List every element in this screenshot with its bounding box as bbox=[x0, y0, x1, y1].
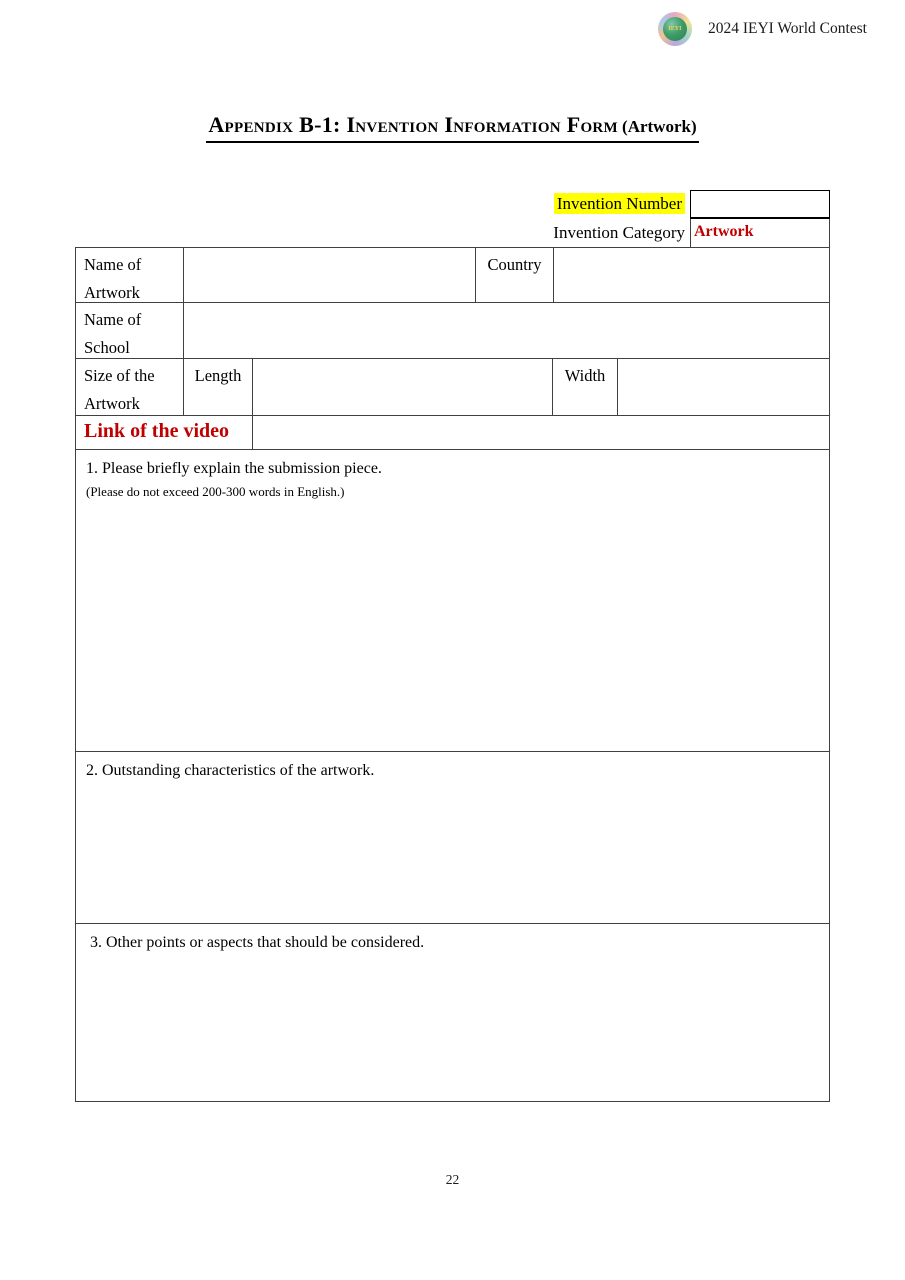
invention-category-row bbox=[75, 219, 830, 247]
size-of-artwork-label: Size of the Artwork bbox=[76, 359, 184, 415]
name-of-school-label: Name of School bbox=[76, 303, 184, 358]
name-of-artwork-label: Name of Artwork bbox=[76, 248, 184, 302]
page-number: 22 bbox=[445, 1172, 460, 1187]
video-link-field[interactable] bbox=[253, 416, 829, 449]
title-suffix: (Artwork) bbox=[622, 117, 697, 136]
invention-category-value: Artwork bbox=[690, 219, 830, 247]
section-1-note: (Please do not exceed 200-300 words in English.) bbox=[86, 484, 345, 499]
section-2-field[interactable] bbox=[86, 784, 819, 794]
section-3-title: 3. Other points or aspects that should be considered. bbox=[90, 934, 425, 951]
header-brand bbox=[658, 12, 867, 46]
ieyi-logo-icon bbox=[658, 12, 692, 46]
row-video-link bbox=[76, 416, 829, 450]
name-of-school-field[interactable] bbox=[184, 303, 829, 358]
invention-form-table bbox=[75, 247, 830, 1102]
invention-number-row bbox=[75, 190, 830, 219]
width-label: Width bbox=[553, 359, 618, 415]
invention-number-label bbox=[75, 190, 690, 219]
section-1-field[interactable] bbox=[86, 502, 819, 512]
row-name-of-artwork bbox=[76, 248, 829, 303]
globe-icon bbox=[663, 17, 687, 41]
length-label: Length bbox=[184, 359, 253, 415]
invention-number-field[interactable] bbox=[690, 190, 830, 219]
video-link-label: Link of the video bbox=[76, 416, 253, 449]
contest-name: 2024 IEYI World Contest bbox=[707, 20, 867, 37]
section-3-field[interactable] bbox=[90, 956, 819, 966]
section-2-title: 2. Outstanding characteristics of the artwork. bbox=[86, 762, 375, 779]
width-field[interactable] bbox=[618, 359, 829, 415]
title-main: Appendix B-1: Invention Information Form bbox=[208, 112, 619, 137]
section-outstanding-characteristics[interactable] bbox=[76, 752, 829, 924]
page-title bbox=[0, 112, 905, 143]
country-label: Country bbox=[476, 248, 554, 302]
section-other-points[interactable] bbox=[76, 924, 829, 1101]
row-name-of-school bbox=[76, 303, 829, 359]
invention-number-highlight: Invention Number bbox=[554, 193, 685, 214]
section-explain-submission[interactable] bbox=[76, 450, 829, 752]
invention-category-label: Invention Category bbox=[553, 223, 685, 242]
logo-text: IEYI bbox=[668, 26, 682, 32]
row-size-of-artwork bbox=[76, 359, 829, 416]
name-of-artwork-field[interactable] bbox=[184, 248, 476, 302]
country-field[interactable] bbox=[554, 248, 829, 302]
length-field[interactable] bbox=[253, 359, 553, 415]
section-1-title: 1. Please briefly explain the submission piece. bbox=[86, 460, 382, 477]
meta-block bbox=[75, 190, 830, 247]
